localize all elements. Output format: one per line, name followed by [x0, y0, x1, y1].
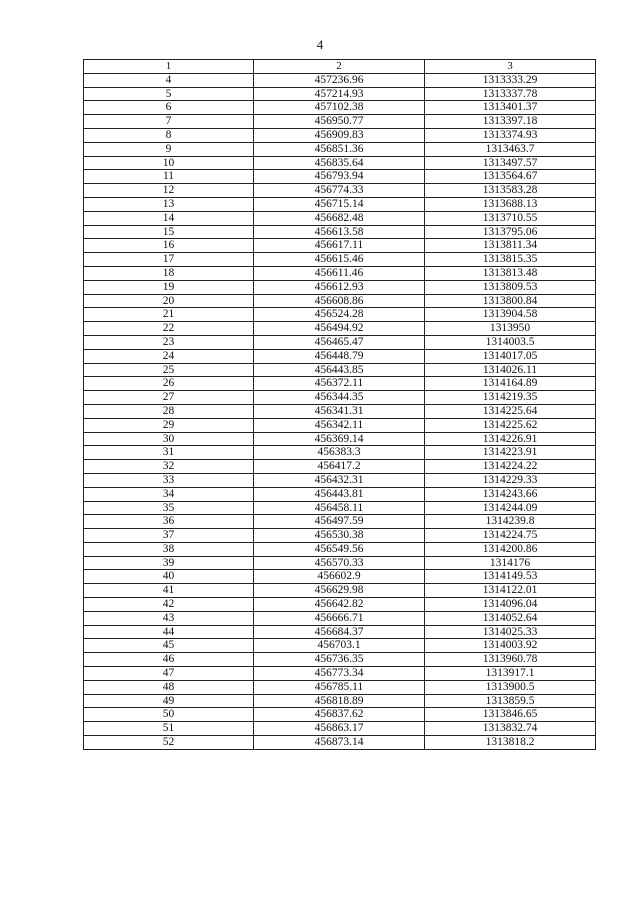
x-coordinate-cell: 456617.11: [254, 239, 425, 253]
point-number-cell: 21: [84, 308, 254, 322]
x-coordinate-cell: 457236.96: [254, 73, 425, 87]
x-coordinate-cell: 456458.11: [254, 501, 425, 515]
table-row: [84, 253, 596, 267]
y-coordinate-cell: 1314026.11: [425, 363, 596, 377]
x-coordinate-cell: 456432.31: [254, 473, 425, 487]
y-coordinate-cell: 1314025.33: [425, 625, 596, 639]
table-row: [84, 584, 596, 598]
y-coordinate-cell: 1314225.64: [425, 404, 596, 418]
y-coordinate-cell: 1313583.28: [425, 184, 596, 198]
point-number-cell: 42: [84, 598, 254, 612]
y-coordinate-cell: 1313811.34: [425, 239, 596, 253]
point-number-cell: 10: [84, 156, 254, 170]
point-number-cell: 11: [84, 170, 254, 184]
point-number-cell: 48: [84, 680, 254, 694]
y-coordinate-cell: 1314243.66: [425, 487, 596, 501]
point-number-cell: 40: [84, 570, 254, 584]
x-coordinate-cell: 456383.3: [254, 446, 425, 460]
table-row: [84, 197, 596, 211]
table-row: [84, 280, 596, 294]
point-number-cell: 51: [84, 722, 254, 736]
y-coordinate-cell: 1313818.2: [425, 736, 596, 750]
y-coordinate-cell: 1314003.5: [425, 335, 596, 349]
point-number-cell: 20: [84, 294, 254, 308]
table-row: [84, 128, 596, 142]
point-number-cell: 16: [84, 239, 254, 253]
y-coordinate-cell: 1314200.86: [425, 542, 596, 556]
x-coordinate-cell: 456703.1: [254, 639, 425, 653]
x-coordinate-cell: 456615.46: [254, 253, 425, 267]
table-row: [84, 667, 596, 681]
point-number-cell: 22: [84, 322, 254, 336]
table-row: [84, 184, 596, 198]
x-coordinate-cell: 456873.14: [254, 736, 425, 750]
x-coordinate-cell: 456448.79: [254, 349, 425, 363]
table-row: [84, 680, 596, 694]
y-coordinate-cell: 1313832.74: [425, 722, 596, 736]
y-coordinate-cell: 1313564.67: [425, 170, 596, 184]
x-coordinate-cell: 456341.31: [254, 404, 425, 418]
table-row: [84, 87, 596, 101]
point-number-cell: 50: [84, 708, 254, 722]
table-row: [84, 266, 596, 280]
y-coordinate-cell: 1314219.35: [425, 391, 596, 405]
x-coordinate-cell: 456684.37: [254, 625, 425, 639]
y-coordinate-cell: 1314225.62: [425, 418, 596, 432]
x-coordinate-cell: 456342.11: [254, 418, 425, 432]
table-row: [84, 294, 596, 308]
x-coordinate-cell: 456530.38: [254, 529, 425, 543]
x-coordinate-cell: 456372.11: [254, 377, 425, 391]
point-number-cell: 32: [84, 460, 254, 474]
x-coordinate-cell: 456835.64: [254, 156, 425, 170]
table-row: [84, 501, 596, 515]
x-coordinate-cell: 456549.56: [254, 542, 425, 556]
point-number-cell: 37: [84, 529, 254, 543]
point-number-cell: 31: [84, 446, 254, 460]
x-coordinate-cell: 456818.89: [254, 694, 425, 708]
table-row: [84, 529, 596, 543]
x-coordinate-cell: 456369.14: [254, 432, 425, 446]
table-row: [84, 418, 596, 432]
y-coordinate-cell: 1314164.89: [425, 377, 596, 391]
table-row: [84, 73, 596, 87]
y-coordinate-cell: 1313463.7: [425, 142, 596, 156]
y-coordinate-cell: 1314224.22: [425, 460, 596, 474]
point-number-cell: 26: [84, 377, 254, 391]
table-row: [84, 170, 596, 184]
point-number-cell: 7: [84, 115, 254, 129]
y-coordinate-cell: 1313813.48: [425, 266, 596, 280]
x-coordinate-cell: 456608.86: [254, 294, 425, 308]
table-row: [84, 239, 596, 253]
point-number-cell: 39: [84, 556, 254, 570]
x-coordinate-cell: 457102.38: [254, 101, 425, 115]
x-coordinate-cell: 456570.33: [254, 556, 425, 570]
point-number-cell: 12: [84, 184, 254, 198]
table-row: [84, 611, 596, 625]
point-number-cell: 4: [84, 73, 254, 87]
y-coordinate-cell: 1313960.78: [425, 653, 596, 667]
y-coordinate-cell: 1313815.35: [425, 253, 596, 267]
y-coordinate-cell: 1313795.06: [425, 225, 596, 239]
y-coordinate-cell: 1313859.5: [425, 694, 596, 708]
coordinates-table: [83, 59, 596, 750]
table-row: [84, 377, 596, 391]
x-coordinate-cell: 456909.83: [254, 128, 425, 142]
x-coordinate-cell: 456773.34: [254, 667, 425, 681]
y-coordinate-cell: 1313950: [425, 322, 596, 336]
table-row: [84, 142, 596, 156]
point-number-cell: 17: [84, 253, 254, 267]
x-coordinate-cell: 456417.2: [254, 460, 425, 474]
table-row: [84, 349, 596, 363]
point-number-cell: 46: [84, 653, 254, 667]
y-coordinate-cell: 1314017.05: [425, 349, 596, 363]
x-coordinate-cell: 456612.93: [254, 280, 425, 294]
point-number-cell: 41: [84, 584, 254, 598]
y-coordinate-cell: 1313710.55: [425, 211, 596, 225]
y-coordinate-cell: 1314223.91: [425, 446, 596, 460]
y-coordinate-cell: 1313374.93: [425, 128, 596, 142]
table-row: [84, 722, 596, 736]
table-row: [84, 570, 596, 584]
table-row: [84, 653, 596, 667]
y-coordinate-cell: 1314224.75: [425, 529, 596, 543]
table-row: [84, 308, 596, 322]
point-number-cell: 49: [84, 694, 254, 708]
table-row: [84, 487, 596, 501]
x-coordinate-cell: 456785.11: [254, 680, 425, 694]
y-coordinate-cell: 1313846.65: [425, 708, 596, 722]
x-coordinate-cell: 456774.33: [254, 184, 425, 198]
point-number-cell: 34: [84, 487, 254, 501]
y-coordinate-cell: 1314239.8: [425, 515, 596, 529]
point-number-cell: 30: [84, 432, 254, 446]
table-row: [84, 225, 596, 239]
table-row: [84, 101, 596, 115]
point-number-cell: 28: [84, 404, 254, 418]
point-number-cell: 43: [84, 611, 254, 625]
point-number-cell: 5: [84, 87, 254, 101]
table-row: [84, 556, 596, 570]
table-row: [84, 115, 596, 129]
point-number-cell: 14: [84, 211, 254, 225]
y-coordinate-cell: 1313917.1: [425, 667, 596, 681]
point-number-cell: 36: [84, 515, 254, 529]
table-row: [84, 404, 596, 418]
point-number-cell: 24: [84, 349, 254, 363]
table-row: [84, 432, 596, 446]
x-coordinate-cell: 456443.85: [254, 363, 425, 377]
point-number-cell: 44: [84, 625, 254, 639]
x-coordinate-cell: 456443.81: [254, 487, 425, 501]
table-row: [84, 446, 596, 460]
y-coordinate-cell: 1313809.53: [425, 280, 596, 294]
x-coordinate-cell: 456629.98: [254, 584, 425, 598]
coordinates-table-body: [84, 60, 596, 750]
x-coordinate-cell: 456465.47: [254, 335, 425, 349]
x-coordinate-cell: 456666.71: [254, 611, 425, 625]
y-coordinate-cell: 1314229.33: [425, 473, 596, 487]
point-number-cell: 27: [84, 391, 254, 405]
y-coordinate-cell: 1314052.64: [425, 611, 596, 625]
x-coordinate-cell: 456613.58: [254, 225, 425, 239]
y-coordinate-cell: 1313333.29: [425, 73, 596, 87]
y-coordinate-cell: 1314122.01: [425, 584, 596, 598]
y-coordinate-cell: 1314176: [425, 556, 596, 570]
y-coordinate-cell: 1314226.91: [425, 432, 596, 446]
x-coordinate-cell: 456863.17: [254, 722, 425, 736]
table-row: [84, 391, 596, 405]
page-number: 4: [316, 37, 324, 52]
x-coordinate-cell: 456611.46: [254, 266, 425, 280]
x-coordinate-cell: 456524.28: [254, 308, 425, 322]
point-number-cell: 33: [84, 473, 254, 487]
point-number-cell: 23: [84, 335, 254, 349]
x-coordinate-cell: 456736.35: [254, 653, 425, 667]
table-row: [84, 708, 596, 722]
y-coordinate-cell: 1313800.84: [425, 294, 596, 308]
point-number-cell: 9: [84, 142, 254, 156]
table-row: [84, 363, 596, 377]
table-row: [84, 515, 596, 529]
x-coordinate-cell: 457214.93: [254, 87, 425, 101]
y-coordinate-cell: 1313337.78: [425, 87, 596, 101]
point-number-cell: 47: [84, 667, 254, 681]
column-number-3: 3: [425, 60, 596, 74]
point-number-cell: 29: [84, 418, 254, 432]
x-coordinate-cell: 456837.62: [254, 708, 425, 722]
y-coordinate-cell: 1313497.57: [425, 156, 596, 170]
point-number-cell: 19: [84, 280, 254, 294]
table-row: [84, 156, 596, 170]
x-coordinate-cell: 456497.59: [254, 515, 425, 529]
point-number-cell: 25: [84, 363, 254, 377]
y-coordinate-cell: 1313904.58: [425, 308, 596, 322]
point-number-cell: 52: [84, 736, 254, 750]
table-row: [84, 542, 596, 556]
y-coordinate-cell: 1314003.92: [425, 639, 596, 653]
point-number-cell: 8: [84, 128, 254, 142]
table-row: [84, 625, 596, 639]
x-coordinate-cell: 456494.92: [254, 322, 425, 336]
x-coordinate-cell: 456344.35: [254, 391, 425, 405]
table-row: [84, 639, 596, 653]
table-row: [84, 211, 596, 225]
point-number-cell: 35: [84, 501, 254, 515]
y-coordinate-cell: 1314096.04: [425, 598, 596, 612]
y-coordinate-cell: 1314244.09: [425, 501, 596, 515]
x-coordinate-cell: 456851.36: [254, 142, 425, 156]
table-row: [84, 473, 596, 487]
y-coordinate-cell: 1313688.13: [425, 197, 596, 211]
point-number-cell: 45: [84, 639, 254, 653]
point-number-cell: 18: [84, 266, 254, 280]
point-number-cell: 13: [84, 197, 254, 211]
x-coordinate-cell: 456642.82: [254, 598, 425, 612]
y-coordinate-cell: 1313397.18: [425, 115, 596, 129]
table-header-row: [84, 60, 596, 74]
x-coordinate-cell: 456793.94: [254, 170, 425, 184]
x-coordinate-cell: 456602.9: [254, 570, 425, 584]
point-number-cell: 6: [84, 101, 254, 115]
table-row: [84, 460, 596, 474]
table-row: [84, 335, 596, 349]
y-coordinate-cell: 1313900.5: [425, 680, 596, 694]
table-row: [84, 322, 596, 336]
table-row: [84, 736, 596, 750]
column-number-2: 2: [254, 60, 425, 74]
table-row: [84, 694, 596, 708]
point-number-cell: 15: [84, 225, 254, 239]
table-row: [84, 598, 596, 612]
x-coordinate-cell: 456950.77: [254, 115, 425, 129]
column-number-1: 1: [84, 60, 254, 74]
y-coordinate-cell: 1314149.53: [425, 570, 596, 584]
x-coordinate-cell: 456715.14: [254, 197, 425, 211]
x-coordinate-cell: 456682.48: [254, 211, 425, 225]
point-number-cell: 38: [84, 542, 254, 556]
y-coordinate-cell: 1313401.37: [425, 101, 596, 115]
